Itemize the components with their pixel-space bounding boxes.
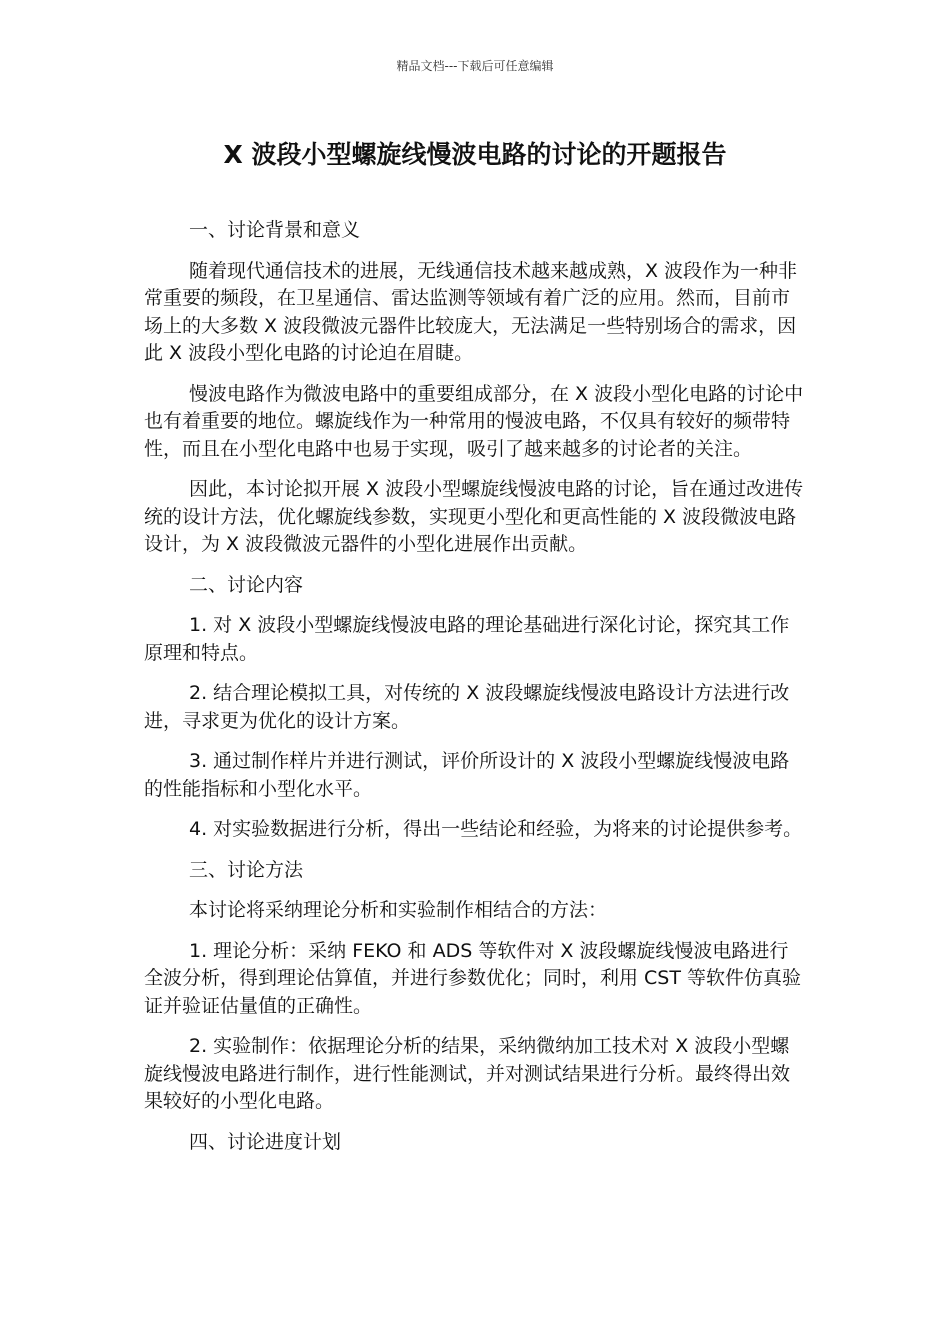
list-item: 1. 理论分析：采纳 FEKO 和 ADS 等软件对 X 波段螺旋线慢波电路进行全波分析，得到理论估算值，并进行参数优化；同时，利用 CST 等软件仿真验证并验证估量值的正确性。 bbox=[144, 939, 802, 1017]
paragraph: 因此，本讨论拟开展 X 波段小型螺旋线慢波电路的讨论，旨在通过改进传统的设计方法，优化螺旋线参数，实现更小型化和更高性能的 X 波段微波电路设计，为 X 波段微波元器件的小型化进展作出贡献。 bbox=[144, 478, 804, 555]
section-heading-background: 一、讨论背景和意义 bbox=[189, 219, 361, 241]
section-heading-schedule: 四、讨论进度计划 bbox=[189, 1130, 342, 1153]
section-heading-method: 三、讨论方法 bbox=[189, 858, 304, 881]
section-heading-content: 二、讨论内容 bbox=[189, 573, 304, 596]
paragraph: 慢波电路作为微波电路中的重要组成部分，在 X 波段小型化电路的讨论中也有着重要的地位。螺旋线作为一种常用的慢波电路，不仅具有较好的频带特性，而且在小型化电路中也易于实现，吸引了越来越多的讨论者的关注。 bbox=[144, 382, 804, 460]
list-item: 3. 通过制作样片并进行测试，评价所设计的 X 波段小型螺旋线慢波电路的性能指标和小型化水平。 bbox=[144, 750, 790, 800]
paragraph: 本讨论将采纳理论分析和实验制作相结合的方法： bbox=[189, 899, 608, 921]
list-item: 4. 对实验数据进行分析，得出一些结论和经验，为将来的讨论提供参考。 bbox=[189, 818, 803, 840]
list-item: 2. 结合理论模拟工具，对传统的 X 波段螺旋线慢波电路设计方法进行改进，寻求更为优化的设计方案。 bbox=[144, 682, 790, 732]
list-item: 1. 对 X 波段小型螺旋线慢波电路的理论基础进行深化讨论，探究其工作原理和特点。 bbox=[144, 614, 790, 664]
document-body bbox=[144, 217, 806, 1169]
paragraph: 随着现代通信技术的进展，无线通信技术越来越成熟，X 波段作为一种非常重要的频段，在卫星通信、雷达监测等领域有着广泛的应用。然而，目前市场上的大多数 X 波段微波元器件比较庞大，无法满足一些特别场合的需求，因此 X 波段小型化电路的讨论迫在眉睫。 bbox=[144, 259, 798, 364]
list-item: 2. 实验制作：依据理论分析的结果，采纳微纳加工技术对 X 波段小型螺旋线慢波电路进行制作，进行性能测试，并对测试结果进行分析。最终得出效果较好的小型化电路。 bbox=[144, 1035, 791, 1112]
document-title: X 波段小型螺旋线慢波电路的讨论的开题报告 bbox=[223, 140, 727, 169]
page-header: 精品文档---下载后可任意编辑 bbox=[396, 59, 554, 73]
